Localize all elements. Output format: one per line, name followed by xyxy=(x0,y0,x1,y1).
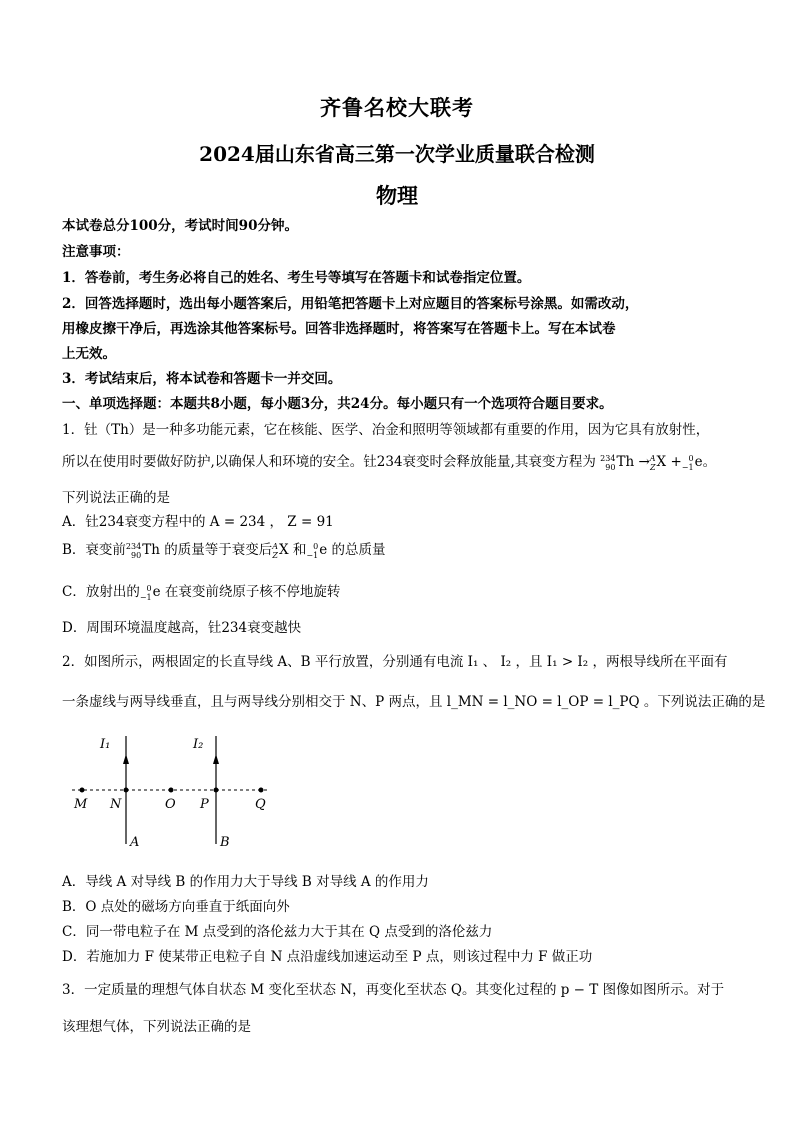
q2-stem-line2: 一条虚线与两导线垂直，且与两导线分别相交于 N、P 两点，且 l_MN = l_NO = l_OP = l_PQ 。下列说法正确的是 xyxy=(62,694,766,710)
th-nuclide-numbers: 234 90 xyxy=(600,453,616,472)
e-nuclide-numbers: 0 −1 xyxy=(681,453,694,472)
notice-item-2-cont: 用橡皮擦干净后，再选涂其他答案标号。回答非选择题时，将答案写在答题卡上。写在本试卷 xyxy=(62,321,616,337)
q1-stem-line3: 下列说法正确的是 xyxy=(62,490,170,506)
exam-series-title: 齐鲁名校大联考 xyxy=(320,95,474,120)
point-n xyxy=(124,788,129,793)
notice-item-2: 2．回答选择题时，选出每小题答案后，用铅笔把答题卡上对应题目的答案标号涂黑。如需改动， xyxy=(62,296,639,312)
exam-title: 2024届山东省高三第一次学业质量联合检测 xyxy=(199,142,595,166)
label-a: A xyxy=(130,835,140,850)
label-o: O xyxy=(165,797,176,812)
q1-stem-line2: 所以在使用时要做好防护,以确保人和环境的安全。钍234衰变时会释放能量,其衰变方程为 234 90 Th → A Z X + 0 −1 e。 xyxy=(62,453,717,472)
q1-stem-line1: 1．钍（Th）是一种多功能元素，它在核能、医学、冶金和照明等领域都有重要的作用，因为它具有放射性， xyxy=(62,422,710,438)
x-nuclide-numbers: A Z xyxy=(649,453,656,472)
q2-option-b: B．O 点处的磁场方向垂直于纸面向外 xyxy=(62,899,290,915)
point-q xyxy=(259,788,264,793)
label-b: B xyxy=(220,835,230,850)
wire-a-arrow xyxy=(123,754,129,764)
q2-option-c: C．同一带电粒子在 M 点受到的洛伦兹力大于其在 Q 点受到的洛伦兹力 xyxy=(62,924,493,940)
q2-wire-figure xyxy=(62,728,292,852)
q2-option-d: D．若施加力 F 使某带正电粒子自 N 点沿虚线加速运动至 P 点，则该过程中力 F 做正功 xyxy=(62,949,593,965)
q1-option-d: D．周围环境温度越高，钍234衰变越快 xyxy=(62,620,302,636)
q2-option-a: A．导线 A 对导线 B 的作用力大于导线 B 对导线 A 的作用力 xyxy=(62,874,429,890)
q1-option-b: B．衰变前 234 90 Th 的质量等于衰变后 A Z X 和 0 −1 e 的总质量 xyxy=(62,541,386,560)
notice-heading: 注意事项： xyxy=(62,244,130,260)
q2-stem-line1: 2．如图所示，两根固定的长直导线 A、B 平行放置，分别通有电流 I₁ 、 I₂ ，且 I₁ > I₂ ，两根导线所在平面有 xyxy=(62,654,728,670)
label-i2: I₂ xyxy=(193,737,204,752)
notice-item-1: 1．答卷前，考生务必将自己的姓名、考生号等填写在答题卡和试卷指定位置。 xyxy=(62,270,531,286)
point-p xyxy=(214,788,219,793)
wire-b-arrow xyxy=(213,754,219,764)
q1-option-a: A．钍234衰变方程中的 A = 234 ， Z = 91 xyxy=(62,514,334,530)
label-q: Q xyxy=(255,797,266,812)
notice-item-3: 3．考试结束后，将本试卷和答题卡一并交回。 xyxy=(62,371,342,387)
point-m xyxy=(80,788,85,793)
point-o xyxy=(169,788,174,793)
q1-option-c: C．放射出的 0 −1 e 在衰变前绕原子核不停地旋转 xyxy=(62,583,341,602)
subject-title: 物理 xyxy=(376,183,418,208)
notice-item-2-end: 上无效。 xyxy=(62,346,116,362)
label-p: P xyxy=(200,797,209,812)
label-n: N xyxy=(110,797,122,812)
q3-stem-line2: 该理想气体，下列说法正确的是 xyxy=(62,1019,251,1035)
q3-stem-line1: 3．一定质量的理想气体自状态 M 变化至状态 N，再变化至状态 Q。其变化过程的 p − T 图像如图所示。对于 xyxy=(62,982,725,998)
label-m: M xyxy=(74,797,88,812)
section-heading: 一、单项选择题：本题共8小题，每小题3分，共24分。每小题只有一个选项符合题目要求。 xyxy=(62,396,613,412)
label-i1: I₁ xyxy=(100,737,111,752)
intro-total-score: 本试卷总分100分，考试时间90分钟。 xyxy=(62,218,298,234)
